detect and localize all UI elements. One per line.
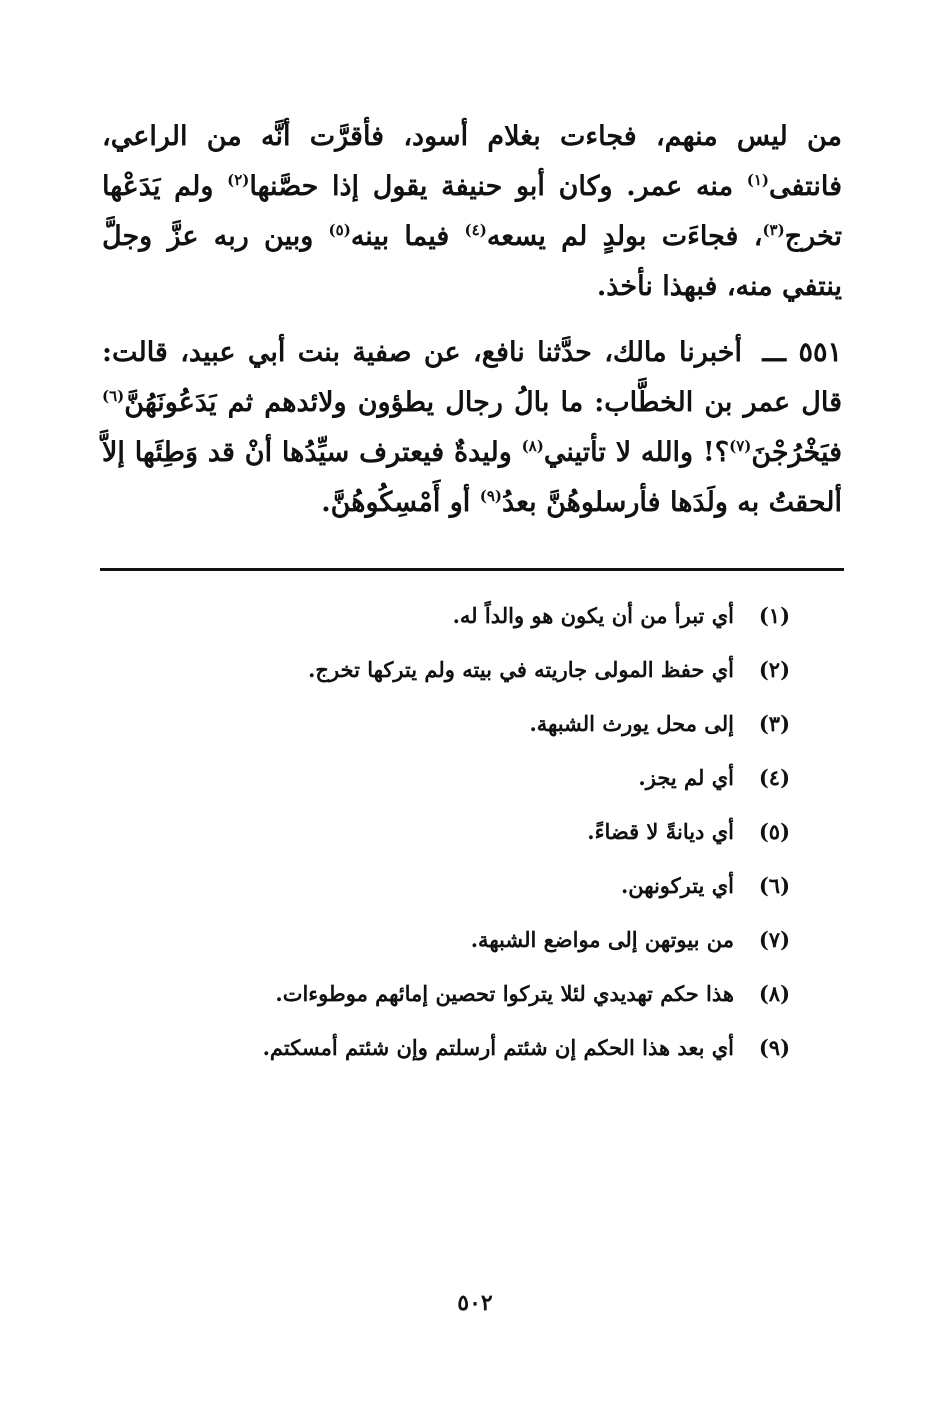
text-run: ولم يَدَعْها تخرج: [102, 171, 842, 252]
footnote-number: (٣): [758, 711, 790, 736]
footnote-number: (٩): [758, 1035, 790, 1060]
footnote-text: أي تبرأ من أن يكون هو والداً له.: [452, 603, 734, 628]
paragraph-1: [102, 112, 842, 312]
footnote-ref: (١): [746, 171, 770, 189]
footnote-number: (٥): [758, 819, 790, 844]
footnotes-list: [170, 603, 790, 1089]
footnote-ref: (٩): [479, 487, 502, 505]
text-run: ؟! والله لا تأتيني: [543, 437, 730, 468]
footnote-text: أي ديانةً لا قضاءً.: [587, 819, 734, 844]
footnote-text: هذا حكم تهديدي لئلا يتركوا تحصين إمائهم موطوءات.: [275, 981, 734, 1006]
text-run: ، فجاءَت بولدٍ لم يسعه: [486, 221, 763, 252]
footnote-item: [170, 819, 790, 873]
footnote-text: أي بعد هذا الحكم إن شئتم أرسلتم وإن شئتم أمسكتم.: [262, 1035, 734, 1060]
paragraph-hadith-551: [102, 328, 842, 528]
text-run: أخبرنا مالك، حدَّثنا نافع، عن صفية بنت أبي عبيد، قالت: قال عمر بن الخطَّاب: ما بالُ رجال يطؤون ولائدهم ثم يَدَعُونَهُنَّ: [102, 337, 842, 418]
footnote-item: [170, 765, 790, 819]
footnote-text: أي لم يجز.: [638, 765, 734, 790]
footnote-number: (٤): [758, 765, 790, 790]
text-run: منه عمر. وكان أبو حنيفة يقول إذا حصَّنها: [249, 171, 747, 202]
text-run: من ليس منهم، فجاءت بغلام أسود، فأقرَّت أنَّه من الراعي، فانتفى: [102, 121, 842, 202]
footnote-item: [170, 711, 790, 765]
footnote-ref: (٣): [762, 221, 785, 239]
text-run: أو أَمْسِكُوهُنَّ.: [321, 487, 480, 518]
footnote-ref: (٨): [521, 437, 544, 455]
footnote-ref: (٤): [464, 221, 487, 239]
footnote-ref: (٥): [328, 221, 351, 239]
text-run: وليدةٌ فيعترف سيِّدُها أنْ قد وَطِئَها إلاَّ ألحقتُ به ولَدَها فأرسلوهُنَّ بعدُ: [102, 437, 842, 518]
footnote-text: أي يتركونهن.: [620, 873, 734, 898]
footnote-number: (٨): [758, 981, 790, 1006]
hadith-text: [102, 337, 842, 518]
footnote-text: أي حفظ المولى جاريته في بيته ولم يتركها تخرج.: [308, 657, 734, 682]
footnote-ref: (٧): [729, 437, 752, 455]
hadith-number: ٥٥١ ـــ: [762, 337, 842, 368]
footnote-number: (٢): [758, 657, 790, 682]
footnote-item: [170, 981, 790, 1035]
main-text: [102, 112, 842, 528]
footnote-text: من بيوتهن إلى مواضع الشبهة.: [470, 927, 734, 952]
footnote-number: (٦): [758, 873, 790, 898]
footnote-text: إلى محل يورث الشبهة.: [529, 711, 734, 736]
footnote-item: [170, 603, 790, 657]
text-run: فيما بينه: [350, 221, 465, 252]
footnote-item: [170, 873, 790, 927]
footnote-ref: (٦): [102, 387, 125, 405]
footnote-item: [170, 1035, 790, 1089]
text-run: فيَخْرُجْنَ: [751, 437, 842, 468]
text-run: وبين ربه عزَّ وجلَّ ينتفي منه، فبهذا نأخذ.: [102, 221, 842, 302]
footnote-item: [170, 927, 790, 981]
footnote-number: (١): [758, 603, 790, 628]
footnote-divider: [100, 568, 844, 571]
footnote-number: (٧): [758, 927, 790, 952]
footnote-ref: (٢): [227, 171, 250, 189]
page-number: ٥٠٢: [457, 1290, 493, 1316]
footnote-item: [170, 657, 790, 711]
